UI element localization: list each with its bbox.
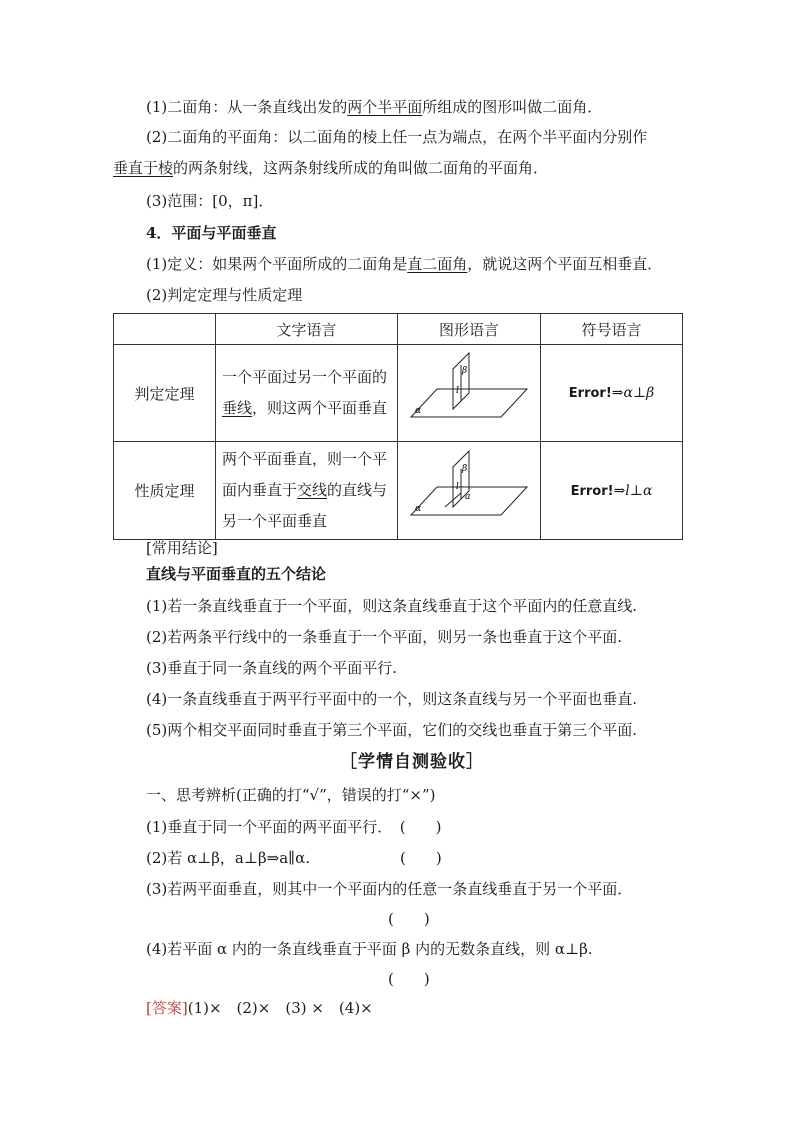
beta-label: β [462,463,468,474]
theorem-figure [398,345,541,442]
text-seg: 两个平面垂直，则一个平面内垂直于 [222,450,388,499]
section-4-title: 4．平面与平面垂直 [146,224,277,242]
conclusion-item: (1)若一条直线垂直于一个平面，则这条直线垂直于这个平面内的任意直线. [146,597,638,615]
header-symbol-language: 符号语言 [541,314,683,345]
text-seg: 的两条射线，这两条射线所成的角叫做二面角的平面角． [173,159,549,177]
theorem-symbol [541,345,683,442]
question-3-paren: ( ) [388,910,430,928]
conclusion-item: (4)一条直线垂直于两平行平面中的一个，则这条直线与另一个平面也垂直. [146,690,638,708]
answer-tag: [答案] [146,999,188,1017]
theorem-figure [398,442,541,540]
conclusions-tag: [常用结论] [146,539,218,557]
para-definition [146,254,662,274]
theorem-table [113,313,683,540]
conclusions-title: 直线与平面垂直的五个结论 [146,565,327,583]
header-text-language: 文字语言 [216,314,398,345]
text-seg: (1)定义：如果两个平面所成的二面角是 [146,255,408,273]
answer-text: (1)× (2)× (3) × (4)× [187,999,373,1017]
perpendicular-planes-figure [409,449,529,529]
symbol-rest: ⇒l⊥α [613,482,653,499]
underlined-term: 垂线 [222,399,253,417]
text-seg: 一个平面过另一个平面的 [222,368,388,386]
table-row [114,442,683,540]
line-l-label: l [456,481,459,492]
symbol-rest: ⇒α⊥β [611,385,655,401]
para-dihedral-angle [146,97,602,117]
selftest-part1: 一、思考辨析(正确的打“√”，错误的打“×”) [146,786,436,804]
text-seg: 的直线与另一个平面垂直 [222,481,388,530]
text-seg: 所组成的图形叫做二面角． [422,98,603,116]
symbol-error: Error! [570,483,614,499]
header-empty [114,314,216,345]
underlined-term: 交线 [297,481,328,499]
header-figure-language: 图形语言 [398,314,541,345]
question-4: (4)若平面 α 内的一条直线垂直于平面 β 内的无数条直线，则 α⊥β. [146,940,593,958]
selftest-title: ［学情自测验收］ [340,752,484,772]
underlined-term: 垂直于棱 [113,159,174,177]
para-theorems: (2)判定定理与性质定理 [146,286,303,304]
symbol-error: Error! [568,386,612,401]
table-header-row [114,314,683,345]
conclusion-item: (5)两个相交平面同时垂直于第三个平面，它们的交线也垂直于第三个平面. [146,721,638,739]
alpha-label: α [415,406,422,416]
question-3: (3)若两平面垂直，则其中一个平面内的任意一条直线垂直于另一个平面． [146,880,633,898]
alpha-label: α [415,503,422,514]
question-4-paren: ( ) [388,970,430,988]
perpendicular-planes-figure [409,351,529,431]
theorem-name: 判定定理 [114,345,216,442]
para-plane-angle [146,127,647,147]
text-seg: (1)二面角：从一条直线出发的 [146,98,348,116]
underlined-term: 直二面角 [407,255,468,273]
line-l-label: l [456,386,459,396]
conclusion-item: (2)若两条平行线中的一条垂直于一个平面，则另一条也垂直于这个平面. [146,628,623,646]
answer-line [146,998,373,1018]
theorem-name: 性质定理 [114,442,216,540]
para-plane-angle-cont [113,158,548,178]
conclusion-item: (3)垂直于同一条直线的两个平面平行. [146,659,398,677]
para-range: (3)范围：[0，π]． [146,192,274,210]
line-a-label: a [465,491,471,502]
underlined-term: 两个半平面 [347,98,423,116]
theorem-symbol [541,442,683,540]
text-seg: ，就说这两个平面互相垂直． [467,255,663,273]
table-row [114,345,683,442]
question-1: (1)垂直于同一个平面的两平面平行． ( ) [146,818,442,836]
theorem-text [216,442,398,540]
beta-label: β [462,366,468,376]
theorem-text [216,345,398,442]
text-seg: ，则这两个平面垂直 [252,399,388,417]
text-seg: (2)二面角的平面角：以二面角的棱上任一点为端点，在两个半平面内分别作 [146,128,648,146]
question-2: (2)若 α⊥β，a⊥β⇒a∥α. ( ) [146,849,442,867]
